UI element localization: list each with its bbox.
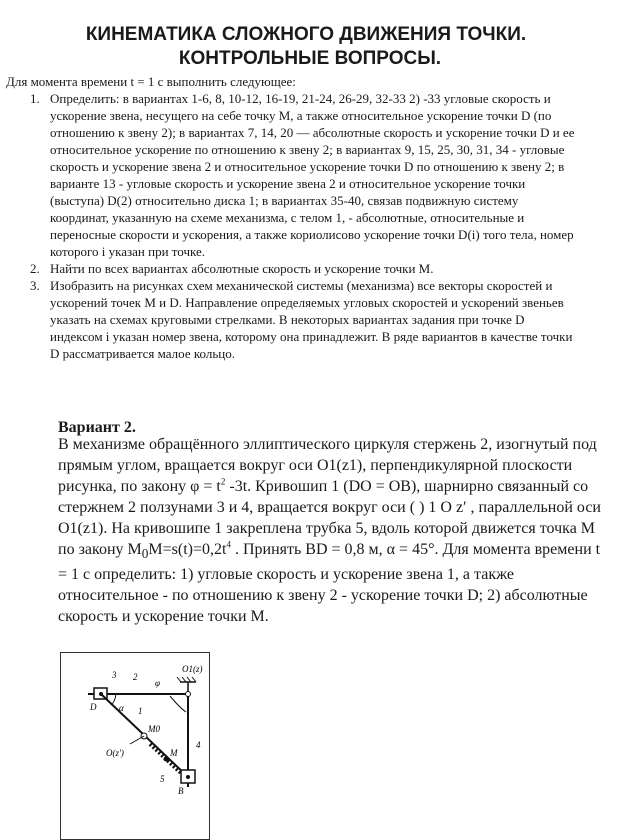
o-leader — [130, 736, 144, 744]
subscript: 0 — [141, 546, 149, 562]
list-item — [20, 90, 580, 260]
list-item-text: Определить: в вариантах 1-6, 8, 10-12, 16-19, 21-24, 26-29, 32-33 2) -33 угловые скорость и ускорение звена, несущего на себе точку М, а также относительное ускорение точки D (по отношению к звену 2); в вариантах 7, 14, 20 — абсолютные скорость и ускорение точки D и ее относительное ускорение по отношению к звену 2; в вариантах 9, 15, 25, 30, 31, 34 - угловые скорость и ускорение звена 2 и относительное ускорение точки D по отношению к звену 2; в варианте 13 - угловые скорость и ускорение звена 2 и относительное ускорение точки (выступа) D(2) относительно диска 1; в вариантах 35-40, связав подвижную систему координат, указанную на схеме механизма, с телом 1, - абсолютные, относительные и переносные скорости и ускорения, а также кориолисово ускорение точки D(i) того тела, номер которого i указан при точке. — [50, 91, 575, 259]
pivot-o1 — [186, 692, 191, 697]
point-b — [186, 775, 190, 779]
list-item — [20, 277, 580, 362]
intro-text: Для момента времени t = 1 с выполнить следующее: — [6, 74, 296, 89]
label-4: 4 — [196, 740, 201, 750]
list-item-text: Изобразить на рисунках схем механической системы (механизма) все векторы скоростей и ускорений точек М и D. Направление определяемых угловых скоростей и ускорений звеньев указать на схемах круговыми стрелками. В некоторых вариантах задания при точке D индексом i указан номер звена, которому она принадлежит. В ряде вариантов в качестве точки D рассматривается малое кольцо. — [50, 278, 573, 361]
label-m: M — [170, 748, 178, 758]
label-d: D — [90, 702, 97, 712]
label-alpha: α — [119, 703, 124, 713]
label-phi: φ — [155, 678, 160, 688]
task-list — [20, 90, 580, 362]
list-item-number: 1. — [30, 91, 40, 106]
label-m0: M0 — [148, 724, 160, 734]
variant-heading: Вариант 2. — [58, 419, 136, 436]
page-title-line1: КИНЕМАТИКА СЛОЖНОГО ДВИЖЕНИЯ ТОЧКИ. — [85, 24, 527, 45]
variant-text-part: -3t. Кривошип 1 (DO = OB), шарнирно связанный со стержнем 2 ползунами 3 и 4, вращается вокруг оси ( ) 1 O z′ , параллельной оси O1(z1). На кривошипе 1 закреплена трубка 5, вдоль которой движется точка M по закону M — [58, 478, 601, 558]
label-o1: O1(z) — [182, 664, 203, 674]
point-m — [164, 757, 169, 762]
variant-text-part: M=s(t)=0,2t — [148, 541, 227, 558]
phi-arc — [170, 696, 186, 712]
mechanism-diagram — [60, 652, 210, 840]
label-2: 2 — [133, 672, 138, 682]
label-b: B — [178, 786, 184, 796]
label-o: O(z') — [106, 748, 124, 758]
variant-text-part: В механизме обращённого эллиптического циркуля стержень 2, изогнутый под прямым углом, вращается вокруг оси O1(z1), перпендикулярной плоскости рисунка, по закону φ = t — [58, 436, 597, 495]
exponent: 2 — [220, 476, 226, 487]
label-1: 1 — [138, 706, 143, 716]
page-title-line2: КОНТРОЛЬНЫЕ ВОПРОСЫ. — [178, 48, 442, 69]
list-item-number: 3. — [30, 278, 40, 293]
list-item-number: 2. — [30, 261, 40, 276]
variant-text-part: . Принять BD = 0,8 м, α = 45°. Для момента времени t = 1 с определить: 1) угловые скорость и ускорение звена 1, а также относительное - по отношению к звену 2 - ускорение точки D; 2) абсолютные скорость и ускорение точки M. — [58, 541, 601, 626]
variant-description — [58, 434, 603, 627]
label-3: 3 — [112, 670, 117, 680]
list-item-text: Найти по всех вариантах абсолютные скорость и ускорение точки М. — [50, 261, 434, 276]
exponent: 4 — [226, 539, 231, 550]
label-5: 5 — [160, 774, 165, 784]
list-item — [20, 260, 580, 277]
